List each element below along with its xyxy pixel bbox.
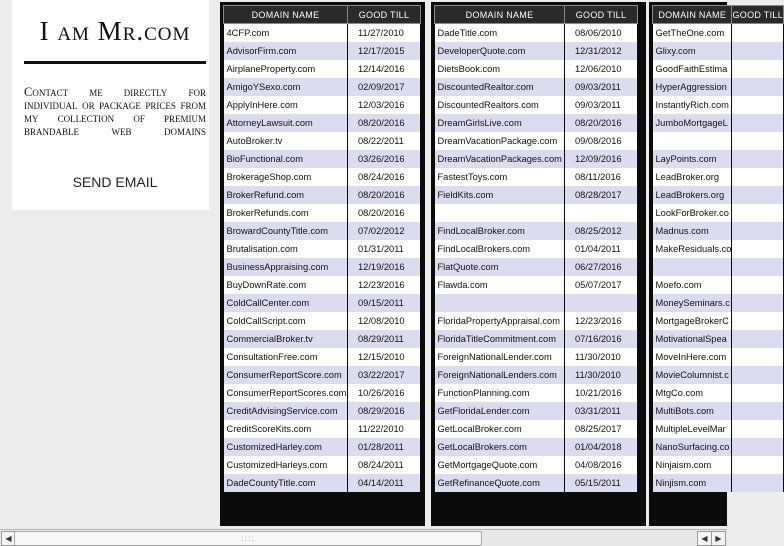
- good-till-cell: [732, 132, 784, 150]
- good-till-cell: 01/31/2011: [348, 240, 421, 258]
- table-row: [653, 420, 784, 438]
- domain-name-cell: Flawda.com: [435, 276, 565, 294]
- table-row: [435, 474, 638, 492]
- domain-name-cell: AttorneyLawsuit.com: [224, 114, 348, 132]
- table-row: [224, 474, 421, 492]
- table-row: [435, 348, 638, 366]
- scroll-left-arrow-icon[interactable]: ◀: [1, 531, 16, 546]
- table-row: [653, 402, 784, 420]
- table-row: [435, 150, 638, 168]
- domain-name-cell: FindLocalBrokers.com: [435, 240, 565, 258]
- good-till-cell: 05/15/2011: [565, 474, 638, 492]
- header-good-till: GOOD TILL: [565, 6, 638, 24]
- domain-name-cell: ApplyInHere.com: [224, 96, 348, 114]
- table-row: [435, 330, 638, 348]
- table-row: [435, 438, 638, 456]
- table-row: [653, 42, 784, 60]
- good-till-cell: [732, 330, 784, 348]
- domain-name-cell: DreamVacationPackages.com: [435, 150, 565, 168]
- good-till-cell: [732, 420, 784, 438]
- horizontal-scrollbar[interactable]: [0, 529, 727, 546]
- good-till-cell: [732, 474, 784, 492]
- table-row: [224, 384, 421, 402]
- table-row: [224, 420, 421, 438]
- good-till-cell: 11/30/2010: [565, 366, 638, 384]
- table-row: [435, 312, 638, 330]
- table-row: [435, 186, 638, 204]
- table-row: [224, 150, 421, 168]
- table-row: [435, 42, 638, 60]
- good-till-cell: 11/30/2010: [565, 348, 638, 366]
- domain-name-cell: AmigoYSexo.com: [224, 78, 348, 96]
- good-till-cell: [732, 168, 784, 186]
- domain-table-2: [434, 5, 638, 492]
- table-row: [435, 294, 638, 312]
- domain-name-cell: CreditScoreKits.com: [224, 420, 348, 438]
- domain-name-cell: MortgageBrokerC: [653, 312, 732, 330]
- domain-name-cell: BrokerRefund.com: [224, 186, 348, 204]
- domain-name-cell: AirplaneProperty.com: [224, 60, 348, 78]
- domain-panel-2: [431, 2, 646, 526]
- table-row: [653, 384, 784, 402]
- table-row: [224, 24, 421, 43]
- domain-name-cell: Glixy.com: [653, 42, 732, 60]
- table-row: [653, 78, 784, 96]
- scroll-right-arrow-icon[interactable]: ▶: [711, 531, 726, 546]
- good-till-cell: 10/21/2016: [565, 384, 638, 402]
- good-till-cell: 12/17/2015: [348, 42, 421, 60]
- domain-name-cell: GetTheOne.com: [653, 24, 732, 43]
- table-row: [653, 312, 784, 330]
- good-till-cell: 09/08/2016: [565, 132, 638, 150]
- good-till-cell: 04/14/2011: [348, 474, 421, 492]
- good-till-cell: 08/25/2012: [565, 222, 638, 240]
- good-till-cell: 09/03/2011: [565, 96, 638, 114]
- domain-name-cell: AdvisorFirm.com: [224, 42, 348, 60]
- domain-name-cell: CustomizedHarleys.com: [224, 456, 348, 474]
- table-row: [435, 240, 638, 258]
- domain-name-cell: Ninjism.com: [653, 474, 732, 492]
- domain-name-cell: ConsultationFree.com: [224, 348, 348, 366]
- header-domain-name: DOMAIN NAME: [653, 6, 732, 24]
- good-till-cell: 08/29/2016: [348, 402, 421, 420]
- domain-name-cell: CommercialBroker.tv: [224, 330, 348, 348]
- good-till-cell: 05/07/2017: [565, 276, 638, 294]
- table-row: [224, 258, 421, 276]
- domain-name-cell: BuyDownRate.com: [224, 276, 348, 294]
- good-till-cell: [732, 78, 784, 96]
- good-till-cell: 08/11/2016: [565, 168, 638, 186]
- domain-name-cell: Moefo.com: [653, 276, 732, 294]
- good-till-cell: 09/15/2011: [348, 294, 421, 312]
- good-till-cell: 12/31/2012: [565, 42, 638, 60]
- table-row: [435, 276, 638, 294]
- good-till-cell: 04/08/2016: [565, 456, 638, 474]
- domain-name-cell: MotivationalSpea: [653, 330, 732, 348]
- good-till-cell: 08/24/2011: [348, 456, 421, 474]
- table-row: [435, 96, 638, 114]
- domain-name-cell: [653, 258, 732, 276]
- good-till-cell: 03/26/2016: [348, 150, 421, 168]
- domain-name-cell: [435, 294, 565, 312]
- table-row: [224, 312, 421, 330]
- table-row: [224, 366, 421, 384]
- domain-name-cell: FloridaPropertyAppraisal.com: [435, 312, 565, 330]
- domain-name-cell: 4CFP.com: [224, 24, 348, 43]
- good-till-cell: [732, 204, 784, 222]
- domain-name-cell: [653, 132, 732, 150]
- good-till-cell: [732, 240, 784, 258]
- domain-name-cell: Brutalisation.com: [224, 240, 348, 258]
- good-till-cell: 03/22/2017: [348, 366, 421, 384]
- table-row: [435, 384, 638, 402]
- table-row: [224, 132, 421, 150]
- domain-name-cell: FastestToys.com: [435, 168, 565, 186]
- good-till-cell: [565, 204, 638, 222]
- good-till-cell: [732, 312, 784, 330]
- good-till-cell: [732, 60, 784, 78]
- table-row: [653, 204, 784, 222]
- good-till-cell: 08/06/2010: [565, 24, 638, 43]
- domain-name-cell: FindLocalBroker.com: [435, 222, 565, 240]
- good-till-cell: [732, 366, 784, 384]
- domain-name-cell: BusinessAppraising.com: [224, 258, 348, 276]
- table-row: [435, 420, 638, 438]
- domain-name-cell: ForeignNationalLender.com: [435, 348, 565, 366]
- domain-name-cell: [435, 204, 565, 222]
- table-row: [653, 96, 784, 114]
- table-row: [224, 348, 421, 366]
- table-row: [435, 60, 638, 78]
- good-till-cell: 12/19/2016: [348, 258, 421, 276]
- good-till-cell: [732, 456, 784, 474]
- table-row: [224, 96, 421, 114]
- good-till-cell: 12/08/2010: [348, 312, 421, 330]
- good-till-cell: [732, 42, 784, 60]
- scrollbar-thumb[interactable]: ::::: [14, 531, 482, 546]
- table-row: [435, 222, 638, 240]
- domain-name-cell: ColdCallScript.com: [224, 312, 348, 330]
- good-till-cell: 11/27/2010: [348, 24, 421, 43]
- domain-name-cell: ConsumerReportScores.com: [224, 384, 348, 402]
- header-good-till: GOOD TILL: [348, 6, 421, 24]
- good-till-cell: [732, 96, 784, 114]
- table-row: [224, 438, 421, 456]
- table-row: [224, 42, 421, 60]
- site-logo-text: I am Mr.com: [39, 16, 191, 46]
- good-till-cell: [732, 150, 784, 168]
- table-row: [435, 366, 638, 384]
- header-good-till: GOOD TILL: [732, 6, 784, 24]
- domain-name-cell: DiscountedRealtor.com: [435, 78, 565, 96]
- domain-name-cell: DadeCountyTitle.com: [224, 474, 348, 492]
- send-email-link[interactable]: SEND EMAIL: [72, 174, 158, 190]
- domain-name-cell: LayPoints.com: [653, 150, 732, 168]
- domain-name-cell: BrokerageShop.com: [224, 168, 348, 186]
- good-till-cell: 06/27/2016: [565, 258, 638, 276]
- domain-name-cell: Madnus.com: [653, 222, 732, 240]
- domain-name-cell: MultipleLevelMar: [653, 420, 732, 438]
- table-row: [653, 330, 784, 348]
- good-till-cell: 11/22/2010: [348, 420, 421, 438]
- table-row: [653, 150, 784, 168]
- table-row: [435, 402, 638, 420]
- header-domain-name: DOMAIN NAME: [224, 6, 348, 24]
- table-row: [224, 78, 421, 96]
- table-row: [653, 366, 784, 384]
- table-row: [224, 276, 421, 294]
- table-row: [435, 456, 638, 474]
- good-till-cell: 01/04/2018: [565, 438, 638, 456]
- divider: [24, 61, 206, 64]
- domain-name-cell: CreditAdvisingService.com: [224, 402, 348, 420]
- domain-name-cell: DeveloperQuote.com: [435, 42, 565, 60]
- good-till-cell: [732, 222, 784, 240]
- domain-name-cell: DadeTitle.com: [435, 24, 565, 43]
- domain-name-cell: ForeignNationalLenders.com: [435, 366, 565, 384]
- domain-name-cell: GetFloridaLender.com: [435, 402, 565, 420]
- table-row: [653, 132, 784, 150]
- domain-name-cell: MultiBots.com: [653, 402, 732, 420]
- good-till-cell: [732, 294, 784, 312]
- domain-panel-1: [220, 2, 425, 526]
- table-row: [435, 24, 638, 43]
- good-till-cell: 08/20/2016: [348, 204, 421, 222]
- domain-name-cell: FunctionPlanning.com: [435, 384, 565, 402]
- domain-name-cell: FloridaTitleCommitment.com: [435, 330, 565, 348]
- good-till-cell: [732, 384, 784, 402]
- domain-name-cell: InstantlyRich.com: [653, 96, 732, 114]
- table-row: [653, 240, 784, 258]
- table-row: [653, 258, 784, 276]
- good-till-cell: 08/25/2017: [565, 420, 638, 438]
- domain-panel-3: [649, 2, 784, 526]
- good-till-cell: 08/20/2016: [348, 114, 421, 132]
- domain-name-cell: MakeResiduals.co: [653, 240, 732, 258]
- table-row: [435, 168, 638, 186]
- domain-name-cell: Ninjaism.com: [653, 456, 732, 474]
- domain-name-cell: LeadBrokers.org: [653, 186, 732, 204]
- good-till-cell: 12/15/2010: [348, 348, 421, 366]
- table-row: [653, 60, 784, 78]
- domain-name-cell: BrowardCountyTitle.com: [224, 222, 348, 240]
- table-row: [224, 294, 421, 312]
- domain-name-cell: DiscountedRealtors.com: [435, 96, 565, 114]
- table-row: [224, 186, 421, 204]
- domain-name-cell: DreamVacationPackage.com: [435, 132, 565, 150]
- table-row: [653, 294, 784, 312]
- good-till-cell: 09/03/2011: [565, 78, 638, 96]
- table-row: [653, 456, 784, 474]
- good-till-cell: [732, 276, 784, 294]
- good-till-cell: [732, 114, 784, 132]
- table-row: [653, 348, 784, 366]
- good-till-cell: 10/26/2016: [348, 384, 421, 402]
- table-row: [224, 60, 421, 78]
- domain-name-cell: MtgCo.com: [653, 384, 732, 402]
- good-till-cell: 08/24/2016: [348, 168, 421, 186]
- table-row: [435, 132, 638, 150]
- domain-name-cell: GetLocalBroker.com: [435, 420, 565, 438]
- domain-name-cell: GetLocalBrokers.com: [435, 438, 565, 456]
- table-row: [435, 204, 638, 222]
- domain-name-cell: DreamGirlsLive.com: [435, 114, 565, 132]
- good-till-cell: 08/22/2011: [348, 132, 421, 150]
- domain-name-cell: MovieColumnist.c: [653, 366, 732, 384]
- header-domain-name: DOMAIN NAME: [435, 6, 565, 24]
- good-till-cell: 12/03/2016: [348, 96, 421, 114]
- good-till-cell: 03/31/2011: [565, 402, 638, 420]
- good-till-cell: 12/23/2016: [348, 276, 421, 294]
- domain-name-cell: HyperAggression: [653, 78, 732, 96]
- domain-name-cell: FieldKits.com: [435, 186, 565, 204]
- domain-name-cell: MoneySeminars.c: [653, 294, 732, 312]
- domain-name-cell: MoveInHere.com: [653, 348, 732, 366]
- table-row: [653, 276, 784, 294]
- table-row: [653, 186, 784, 204]
- good-till-cell: 12/09/2016: [565, 150, 638, 168]
- domain-name-cell: AutoBroker.tv: [224, 132, 348, 150]
- good-till-cell: 02/09/2017: [348, 78, 421, 96]
- domain-table-3: [652, 5, 784, 492]
- table-row: [435, 114, 638, 132]
- scroll-left-arrow-icon[interactable]: ◀: [697, 531, 712, 546]
- good-till-cell: 07/16/2016: [565, 330, 638, 348]
- table-row: [435, 258, 638, 276]
- good-till-cell: [732, 258, 784, 276]
- good-till-cell: 12/06/2010: [565, 60, 638, 78]
- table-row: [653, 168, 784, 186]
- table-row: [224, 168, 421, 186]
- table-row: [224, 240, 421, 258]
- domain-name-cell: FlatQuote.com: [435, 258, 565, 276]
- good-till-cell: [732, 438, 784, 456]
- sidebar: [12, 0, 209, 210]
- good-till-cell: [732, 348, 784, 366]
- table-row: [224, 330, 421, 348]
- domain-name-cell: DietsBook.com: [435, 60, 565, 78]
- domain-name-cell: GetRefinanceQuote.com: [435, 474, 565, 492]
- contact-text: Contact me directly for individual or package prices from my collection of premium brandable web domains: [24, 85, 206, 138]
- domain-name-cell: LeadBroker.org: [653, 168, 732, 186]
- domain-name-cell: GoodFaithEstima: [653, 60, 732, 78]
- table-row: [224, 456, 421, 474]
- good-till-cell: [565, 294, 638, 312]
- good-till-cell: 08/20/2016: [565, 114, 638, 132]
- good-till-cell: 12/14/2016: [348, 60, 421, 78]
- good-till-cell: [732, 402, 784, 420]
- domain-name-cell: NanoSurfacing.co: [653, 438, 732, 456]
- domain-name-cell: JumboMortgageL: [653, 114, 732, 132]
- domain-table-1: [223, 5, 421, 492]
- good-till-cell: 07/02/2012: [348, 222, 421, 240]
- good-till-cell: 01/28/2011: [348, 438, 421, 456]
- good-till-cell: 08/20/2016: [348, 186, 421, 204]
- good-till-cell: 12/23/2016: [565, 312, 638, 330]
- table-row: [653, 438, 784, 456]
- table-row: [653, 222, 784, 240]
- table-row: [224, 114, 421, 132]
- good-till-cell: [732, 24, 784, 43]
- table-row: [435, 78, 638, 96]
- good-till-cell: 01/04/2011: [565, 240, 638, 258]
- domain-name-cell: ConsumerReportScore.com: [224, 366, 348, 384]
- good-till-cell: 08/29/2011: [348, 330, 421, 348]
- table-row: [224, 222, 421, 240]
- domain-name-cell: ColdCallCenter.com: [224, 294, 348, 312]
- table-row: [653, 474, 784, 492]
- good-till-cell: 08/28/2017: [565, 186, 638, 204]
- table-row: [224, 402, 421, 420]
- domain-name-cell: CustomizedHarley.com: [224, 438, 348, 456]
- domain-name-cell: GetMortgageQuote.com: [435, 456, 565, 474]
- domain-name-cell: BrokerRefunds.com: [224, 204, 348, 222]
- table-row: [653, 24, 784, 43]
- good-till-cell: [732, 186, 784, 204]
- domain-name-cell: LookForBroker.co: [653, 204, 732, 222]
- table-row: [653, 114, 784, 132]
- domain-name-cell: BioFunctional.com: [224, 150, 348, 168]
- table-row: [224, 204, 421, 222]
